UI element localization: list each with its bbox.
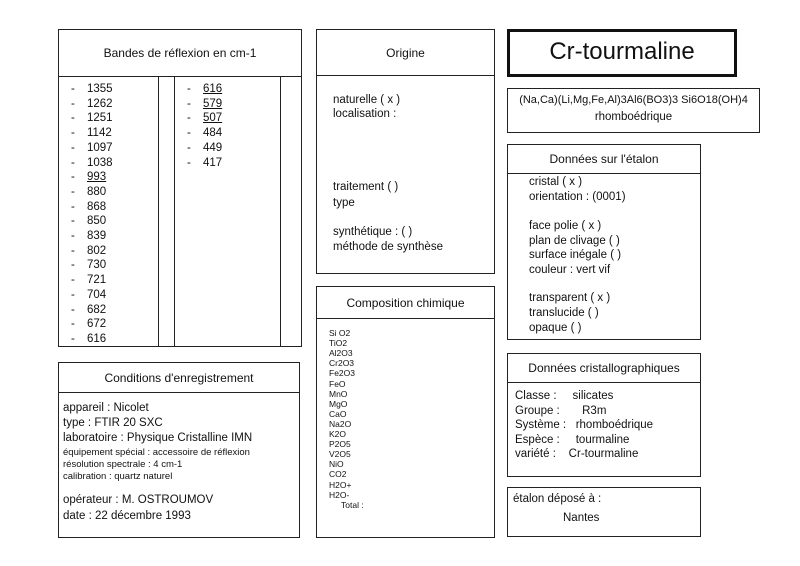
composition-item: V2O5 [329,449,351,460]
band-value: 1038 [87,156,113,169]
band-value: 721 [87,274,107,287]
etalon-line: cristal ( x ) [529,176,583,188]
etalon-line: opaque ( ) [529,322,582,334]
composition-item: P2O5 [329,439,351,450]
band-value: 507 [203,112,223,125]
origine-box [316,29,495,274]
band-dash: - [71,127,75,140]
conditions-line: type : FTIR 20 SXC [63,417,163,429]
composition-item: CO2 [329,469,347,480]
band-dash: - [71,156,75,169]
band-dash: - [71,230,75,242]
depot-label: étalon déposé à : [513,493,602,505]
band-value: 682 [87,303,107,316]
composition-title: Composition chimique [317,287,494,319]
mineral-formula: (Na,Ca)(Li,Mg,Fe,Al)3Al6(BO3)3 Si6O18(OH)4 [519,94,748,106]
column-divider [158,76,159,346]
etalon-line: face polie ( x ) [529,220,602,232]
reflexion-title: Bandes de réflexion en cm-1 [59,30,301,77]
conditions-line: appareil : Nicolet [63,402,149,414]
conditions-small-line: résolution spectrale : 4 cm-1 [63,459,183,470]
band-dash: - [71,83,75,95]
cristallo-line: Classe : silicates [515,390,614,402]
band-value: 672 [87,318,107,331]
origine-type: type [333,197,355,209]
band-dash: - [187,141,191,154]
cristallo-line: Groupe : R3m [515,405,607,417]
formula-box [507,88,760,133]
band-value: 579 [203,97,223,110]
band-dash: - [71,303,75,316]
composition-item: TiO2 [329,338,348,349]
etalon-line: couleur : vert vif [529,264,611,276]
cristallo-line: Espèce : tourmaline [515,434,630,446]
band-value: 1355 [87,83,113,95]
band-dash: - [187,97,191,110]
composition-item: Al2O3 [329,348,353,359]
composition-item: Cr2O3 [329,358,355,369]
composition-item: Si O2 [329,328,351,338]
band-dash: - [71,318,75,331]
etalon-line: plan de clivage ( ) [529,235,620,247]
band-value: 839 [87,230,107,242]
band-value: 1142 [87,127,112,140]
composition-item: FeO [329,378,346,389]
column-divider [174,76,175,346]
cristallo-line: Système : rhomboédrique [515,419,654,431]
origine-methode: méthode de synthèse [333,241,443,253]
composition-item: H2O+ [329,479,352,490]
band-value: 993 [87,171,107,184]
band-value: 417 [203,156,223,169]
composition-box [316,286,495,538]
band-value: 868 [87,200,107,213]
origine-naturelle: naturelle ( x ) [333,94,401,106]
depot-box [507,487,701,537]
origine-localisation: localisation : [333,108,397,120]
etalon-box [507,144,701,340]
column-divider [280,76,281,346]
composition-item: MgO [329,398,348,409]
etalon-line: surface inégale ( ) [529,249,622,261]
band-value: 880 [87,185,107,198]
origine-title: Origine [317,30,494,76]
band-dash: - [71,274,75,287]
mineral-system: rhomboédrique [594,111,673,123]
composition-item: NiO [329,459,344,470]
operator: opérateur : M. OSTROUMOV [63,494,214,506]
mineral-name-box [507,29,737,77]
composition-item: K2O [329,429,347,439]
band-dash: - [71,171,75,184]
conditions-box [58,362,300,538]
band-value: 616 [203,83,223,95]
cristallo-title: Données cristallographiques [508,354,700,383]
etalon-title: Données sur l'étalon [508,145,700,174]
mineral-name: Cr-tourmaline [549,38,695,65]
band-value: 616 [87,332,107,345]
band-value: 1251 [87,112,113,125]
band-dash: - [71,112,75,125]
composition-item: Fe2O3 [329,368,355,379]
conditions-small-line: calibration : quartz naturel [63,471,173,482]
origine-synthetique: synthétique : ( ) [333,226,413,238]
band-dash: - [71,244,75,257]
band-value: 1097 [87,141,113,154]
origine-traitement: traitement ( ) [333,181,399,193]
etalon-line: transparent ( x ) [529,292,611,304]
band-value: 704 [87,288,107,301]
band-value: 484 [203,127,223,140]
band-dash: - [187,127,191,140]
band-dash: - [71,185,75,198]
composition-item: Na2O [329,418,352,429]
band-value: 730 [87,259,107,272]
cristallo-line: variété : Cr-tourmaline [515,448,639,460]
depot-place: Nantes [563,512,600,524]
band-dash: - [187,112,191,125]
band-dash: - [71,259,75,272]
band-dash: - [71,288,75,301]
cristallo-box [507,353,701,477]
band-value: 850 [87,215,107,228]
reflexion-box [58,29,302,347]
conditions-title: Conditions d'enregistrement [59,363,299,393]
composition-item: H2O- [329,489,350,500]
band-value: 802 [87,244,107,257]
composition-item: CaO [329,408,347,419]
band-dash: - [71,215,75,228]
band-dash: - [71,141,75,154]
etalon-line: translucide ( ) [529,307,599,319]
composition-total: Total : [341,499,364,510]
band-value: 1262 [87,97,113,110]
band-dash: - [71,332,75,345]
band-dash: - [71,97,75,110]
conditions-line: laboratoire : Physique Cristalline IMN [63,432,253,444]
band-dash: - [71,200,75,213]
band-dash: - [187,83,191,95]
band-value: 449 [203,141,223,154]
conditions-small-line: équipement spécial : accessoire de réflexion [63,447,250,458]
band-dash: - [187,156,191,169]
record-date: date : 22 décembre 1993 [63,510,191,522]
composition-item: MnO [329,388,348,399]
etalon-line: orientation : (0001) [529,191,626,203]
